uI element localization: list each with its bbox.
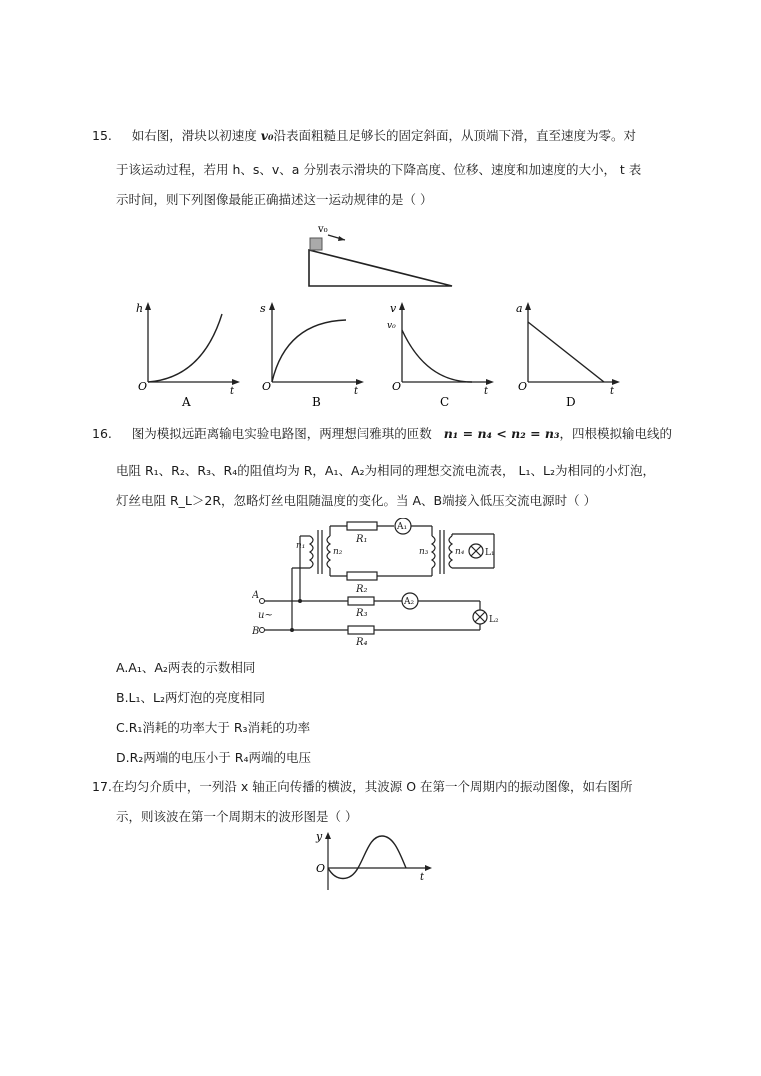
q17-xlabel: t — [420, 872, 425, 883]
q16-ratio: n₁ = n₄ < n₂ = n₃ — [443, 426, 560, 441]
incline-figure — [300, 220, 460, 290]
graph-A-origin: O — [138, 380, 148, 393]
graph-C-ylabel: v — [390, 302, 397, 315]
graph-B-origin: O — [262, 380, 272, 393]
q16-option-A: A.A₁、A₂两表的示数相同 — [116, 660, 256, 675]
graph-D-xlabel: t — [610, 386, 615, 397]
label-R4: R₄ — [356, 637, 368, 648]
label-A2: A₂ — [404, 597, 415, 607]
q16-number: 16. — [92, 426, 112, 441]
graph-C-v0: v₀ — [387, 321, 396, 331]
graph-A-xlabel: t — [230, 386, 235, 397]
incline-v0-label: v₀ — [318, 224, 328, 235]
q17-text-1: 在均匀介质中，一列沿 x 轴正向传播的横波，其波源 O 在第一个周期内的振动图像，如右图所 — [111, 779, 633, 794]
label-n3: n₃ — [419, 547, 429, 557]
graph-B-xlabel: t — [354, 386, 359, 397]
q17-vibration-graph — [310, 828, 436, 894]
q17-origin: O — [316, 862, 326, 875]
label-u: u~ — [258, 610, 273, 621]
label-B: B — [252, 626, 260, 637]
q16-line2: 电阻 R₁、R₂、R₃、R₄的阻值均为 R，A₁、A₂为相同的理想交流电流表， L₁、L₂为相同的小灯泡， — [116, 463, 655, 478]
q15-graph-C — [384, 298, 496, 408]
q17-number: 17. — [92, 779, 112, 794]
q15-line2: 于该运动过程，若用 h、s、v、a 分别表示滑块的下降高度、位移、速度和加速度的大小， t 表 — [116, 162, 642, 177]
label-R1: R₁ — [356, 534, 368, 545]
q15-graph-A — [130, 298, 242, 408]
graph-D-origin: O — [518, 380, 528, 393]
label-n1: n₁ — [296, 541, 306, 551]
graph-C-caption: C — [440, 395, 450, 408]
graph-A-caption: A — [182, 395, 191, 408]
label-R2: R₂ — [356, 584, 368, 595]
label-A: A — [252, 590, 260, 601]
graph-B-caption: B — [312, 395, 321, 408]
q16-text-1: 图为模拟远距离输电实验电路图，两理想闫雅琪的匝数 — [131, 426, 432, 441]
label-A1: A₁ — [397, 522, 408, 532]
q16-text-1b: ，四根模拟输电线的 — [559, 426, 673, 441]
graph-C-xlabel: t — [484, 386, 489, 397]
label-L2: L₂ — [489, 615, 499, 625]
q16-line3: 灯丝电阻 R_L＞2R，忽略灯丝电阻随温度的变化。当 A、B端接入低压交流电源时（ ） — [116, 493, 597, 508]
q15-text-1b: 沿表面粗糙且足够长的固定斜面，从顶端下滑，直至速度为零。对 — [273, 128, 637, 143]
q17-line2: 示，则该波在第一个周期末的波形图是（ ） — [116, 809, 358, 824]
graph-A-ylabel: h — [136, 302, 144, 315]
q17-ylabel: y — [316, 830, 323, 843]
graph-D-caption: D — [566, 395, 576, 408]
q15-v0: v₀ — [260, 128, 274, 143]
q15-graph-B — [254, 298, 366, 408]
transmission-circuit — [252, 518, 510, 648]
q15-line1 — [92, 128, 636, 144]
q16-option-B: B.L₁、L₂两灯泡的亮度相同 — [116, 690, 265, 705]
q15-number: 15. — [92, 128, 112, 143]
label-n4: n₄ — [455, 547, 465, 557]
q17-line1 — [92, 779, 633, 795]
q16-option-C: C.R₁消耗的功率大于 R₃消耗的功率 — [116, 720, 311, 735]
q15-text-1: 如右图，滑块以初速度 — [131, 128, 257, 143]
q16-option-D: D.R₂两端的电压小于 R₄两端的电压 — [116, 750, 311, 765]
label-R3: R₃ — [356, 608, 368, 619]
q15-line3: 示时间，则下列图像最能正确描述这一运动规律的是（ ） — [116, 192, 433, 207]
q16-line1 — [92, 426, 672, 442]
graph-D-ylabel: a — [516, 302, 523, 315]
graph-C-origin: O — [392, 380, 402, 393]
label-L1: L₁ — [485, 548, 495, 558]
label-n2: n₂ — [333, 547, 343, 557]
q15-graph-D — [510, 298, 622, 408]
graph-B-ylabel: s — [260, 302, 266, 315]
